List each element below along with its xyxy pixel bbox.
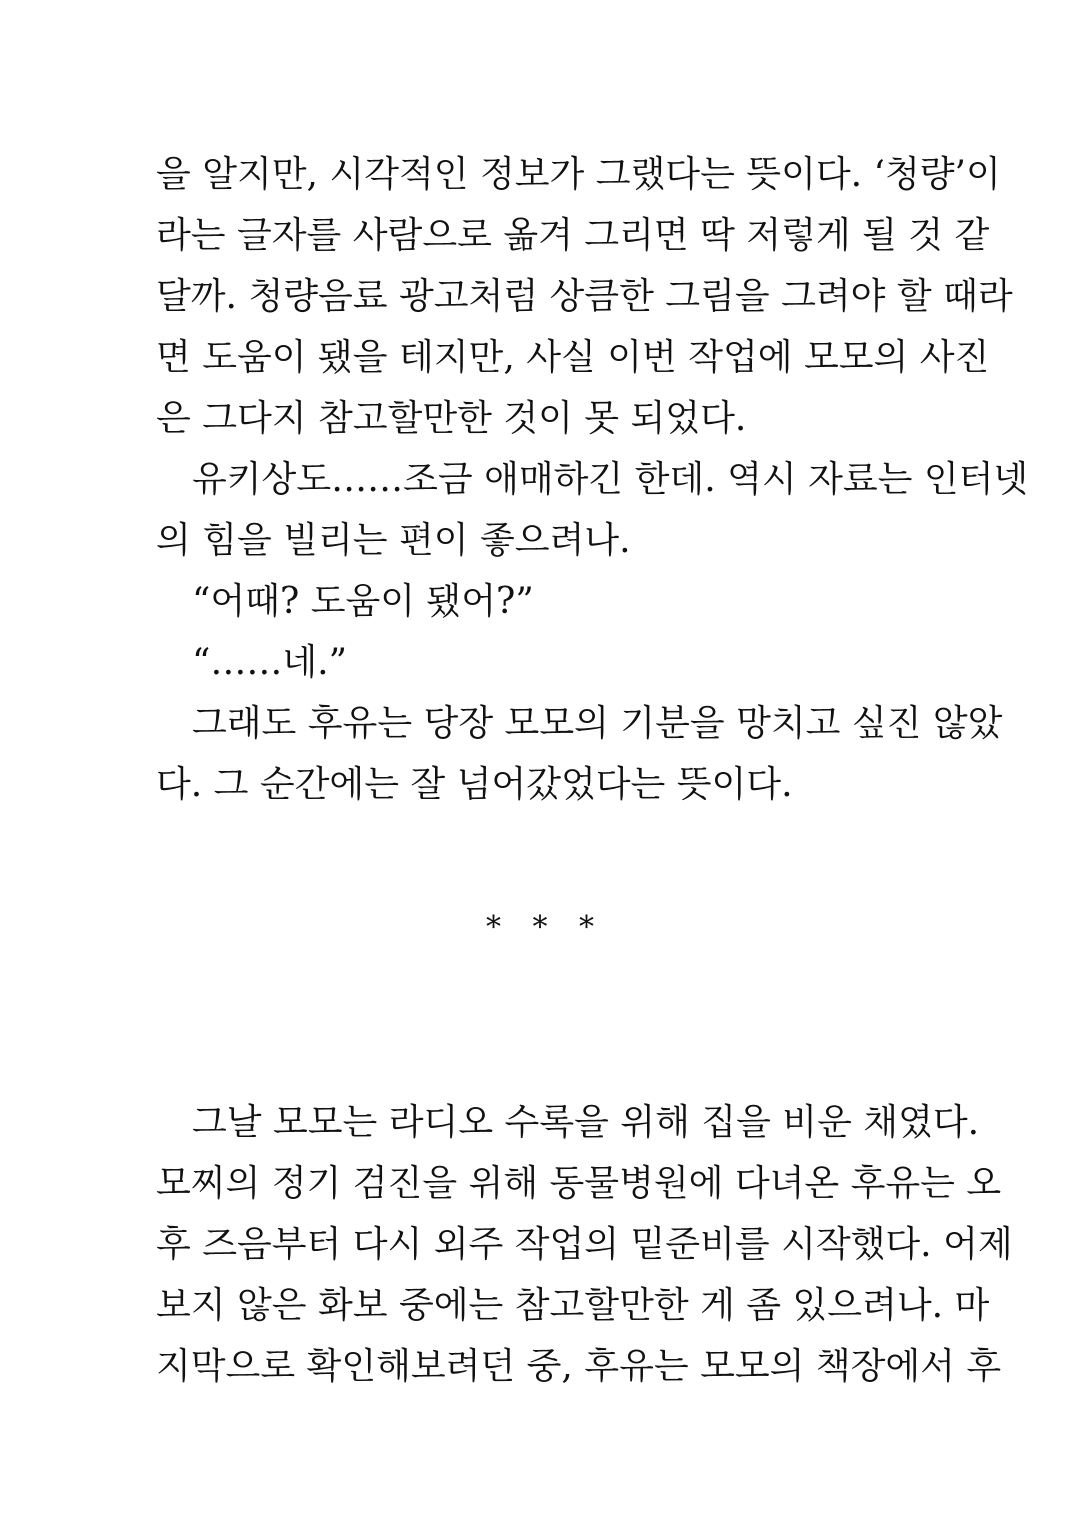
- text-line: 그날 모모는 라디오 수록을 위해 집을 비운 채였다.: [192, 1102, 980, 1143]
- text-line: 모찌의 정기 검진을 위해 동물병원에 다녀온 후유는 오: [156, 1163, 1002, 1204]
- text-line: 후 즈음부터 다시 외주 작업의 밑준비를 시작했다. 어제: [156, 1224, 1013, 1265]
- text-line: 면 도움이 됐을 테지만, 사실 이번 작업에 모모의 사진: [156, 337, 990, 378]
- text-line: 그래도 후유는 당장 모모의 기분을 망치고 싶진 않았: [192, 703, 1003, 744]
- text-line: 지막으로 확인해보려던 중, 후유는 모모의 책장에서 후: [156, 1346, 1002, 1387]
- dialogue-line: “……네.”: [192, 642, 348, 683]
- body-text-section-one: [156, 144, 1029, 815]
- text-line: 달까. 청량음료 광고처럼 상큼한 그림을 그려야 할 때라: [156, 276, 1013, 317]
- scene-break-divider: * * *: [485, 910, 595, 945]
- body-text-section-two: [156, 1092, 1013, 1397]
- text-line: 을 알지만, 시각적인 정보가 그랬다는 뜻이다. ‘청량’이: [156, 154, 1001, 195]
- text-line: 보지 않은 화보 중에는 참고할만한 게 좀 있으려나. 마: [156, 1285, 990, 1326]
- text-line: 다. 그 순간에는 잘 넘어갔었다는 뜻이다.: [156, 764, 793, 805]
- text-line: 은 그다지 참고할만한 것이 못 되었다.: [156, 398, 747, 439]
- text-line: 유키상도……조금 애매하긴 한데. 역시 자료는 인터넷: [192, 459, 1029, 500]
- text-line: 의 힘을 빌리는 편이 좋으려나.: [156, 520, 631, 561]
- dialogue-line: “어때? 도움이 됐어?”: [192, 581, 534, 622]
- text-line: 라는 글자를 사람으로 옮겨 그리면 딱 저렇게 될 것 같: [156, 215, 990, 256]
